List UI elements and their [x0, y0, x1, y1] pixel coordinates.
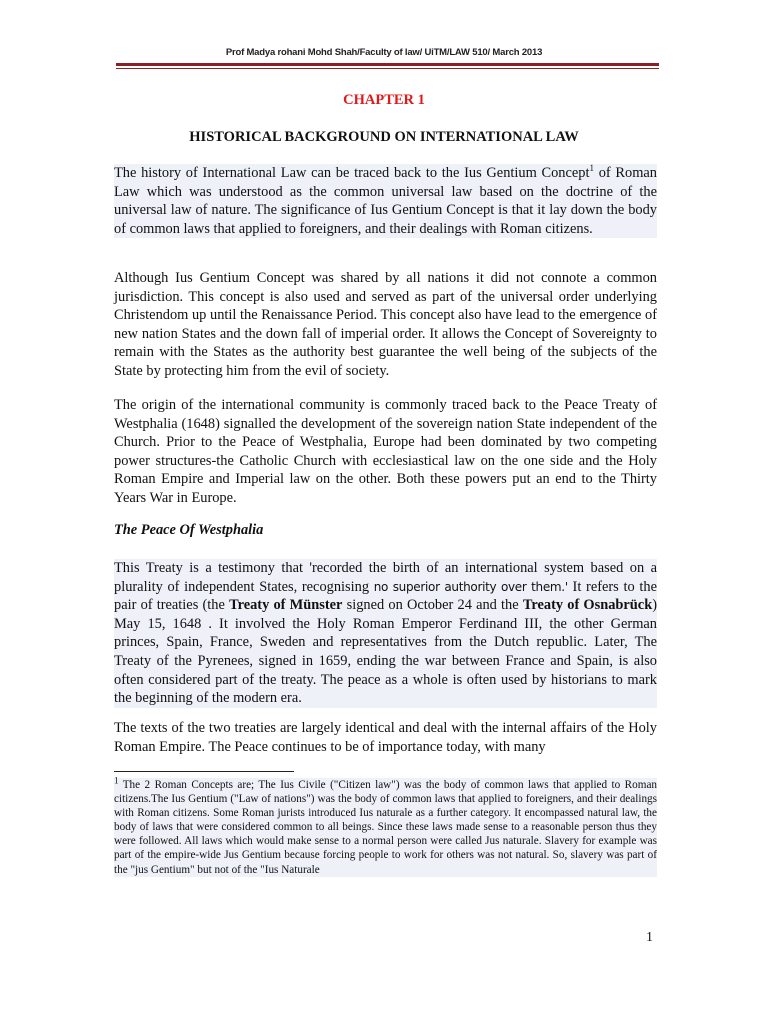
- header-rule-thick: [116, 63, 659, 66]
- footnote-ref-1[interactable]: 1: [589, 163, 594, 174]
- treaty-osnabruck: Treaty of Osnabrück: [522, 597, 653, 614]
- footnote-marker: 1: [114, 775, 119, 786]
- section-heading: The Peace Of Westphalia: [114, 522, 264, 538]
- chapter-title: HISTORICAL BACKGROUND ON INTERNATIONAL LAW: [189, 129, 579, 145]
- paragraph-4-text-c: signed on October 24 and the: [342, 597, 523, 614]
- paragraph-5: [114, 719, 657, 756]
- paragraph-4-text-d: ) May 15, 1648 . It involved the Holy Roman Emperor Ferdinand III, the other German princes, Spain, France, Sweden and representatives from the Dutch republic. Later, The Treaty of the Pyrenees, signed in 1659, ending the war between France and Spain, is also often considered part of the treaty. The peace as a whole is often used by historians to mark the beginning of the modern era.: [114, 597, 657, 707]
- treaty-munster: Treaty of Münster: [229, 597, 343, 614]
- paragraph-4-text-a: This Treaty is a testimony that 'recorded the birth of an international system based on a plurality of independent States, recognising: [114, 560, 657, 595]
- paragraph-1-text-b: of Roman Law which was understood as the common universal law based on the doctrine of the universal law of nature. The significance of Ius Gentium Concept is that it lay down the body of common laws that applied to foreigners, and their dealings with Roman citizens.: [114, 165, 657, 237]
- paragraph-5-text: The texts of the two treaties are largely identical and deal with the internal affairs of the Holy Roman Empire. The Peace continues to be of importance today, with many: [114, 720, 657, 755]
- footnote-text: The 2 Roman Concepts are; The Ius Civile ("Citizen law") was the body of common laws that applied to Roman citizens.The Ius Gentium ("Law of nations") was the body of common laws that applied to foreigners, and their dealings with Roman citizens. Some Roman jurists introduced Ius naturale as a further category. It encompassed natural law, the body of laws that were considered common to all beings. Since these laws made sense to a reasonable person thus they were followed. All laws which would make sense to a normal person were called Jus naturale. Slavery for example was part of the empire-wide Jus Gentium because forcing people to work for others was not natural. So, slavery was part of the "jus Gentium" but not of the "Ius Naturale: [114, 779, 657, 876]
- paragraph-3-text: The origin of the international community is commonly traced back to the Peace Treaty of Westphalia (1648) signalled the development of the sovereign nation State independent of the Church. Prior to the Peace of Westphalia, Europe had been dominated by two competing power structures-the Catholic Church with ecclesiastical law on the one side and the Holy Roman Empire and Imperial law on the other. Both these powers put an end to the Thirty Years War in Europe.: [114, 397, 657, 506]
- running-header: Prof Madya rohani Mohd Shah/Faculty of law/ UiTM/LAW 510/ March 2013: [225, 47, 543, 58]
- paragraph-4-text-b: It refers to the pair of treaties (the: [114, 578, 657, 614]
- paragraph-1: [114, 164, 657, 238]
- paragraph-4-quote: no superior authority over them.': [373, 579, 568, 594]
- page-number: 1: [646, 930, 653, 945]
- chapter-label: CHAPTER 1: [343, 92, 425, 108]
- paragraph-3: [114, 396, 657, 508]
- paragraph-4: [114, 559, 657, 708]
- footnote: [114, 775, 657, 877]
- paragraph-2-text: Although Ius Gentium Concept was shared by all nations it did not connote a common jurisdiction. This concept is also used and served as part of the universal order underlying Christendom up until the Renaissance Period. This concept also have lead to the emergence of new nation States and the down fall of imperial order. It allows the Concept of Sovereignty to remain with the States as the authority best guarantee the well being of the subjects of the State by protecting him from the evil of society.: [114, 270, 657, 379]
- header-rule-thin: [116, 68, 659, 69]
- paragraph-2: [114, 269, 657, 381]
- paragraph-1-text-a: The history of International Law can be traced back to the Ius Gentium Concept: [114, 165, 590, 181]
- footnote-separator: [114, 771, 294, 772]
